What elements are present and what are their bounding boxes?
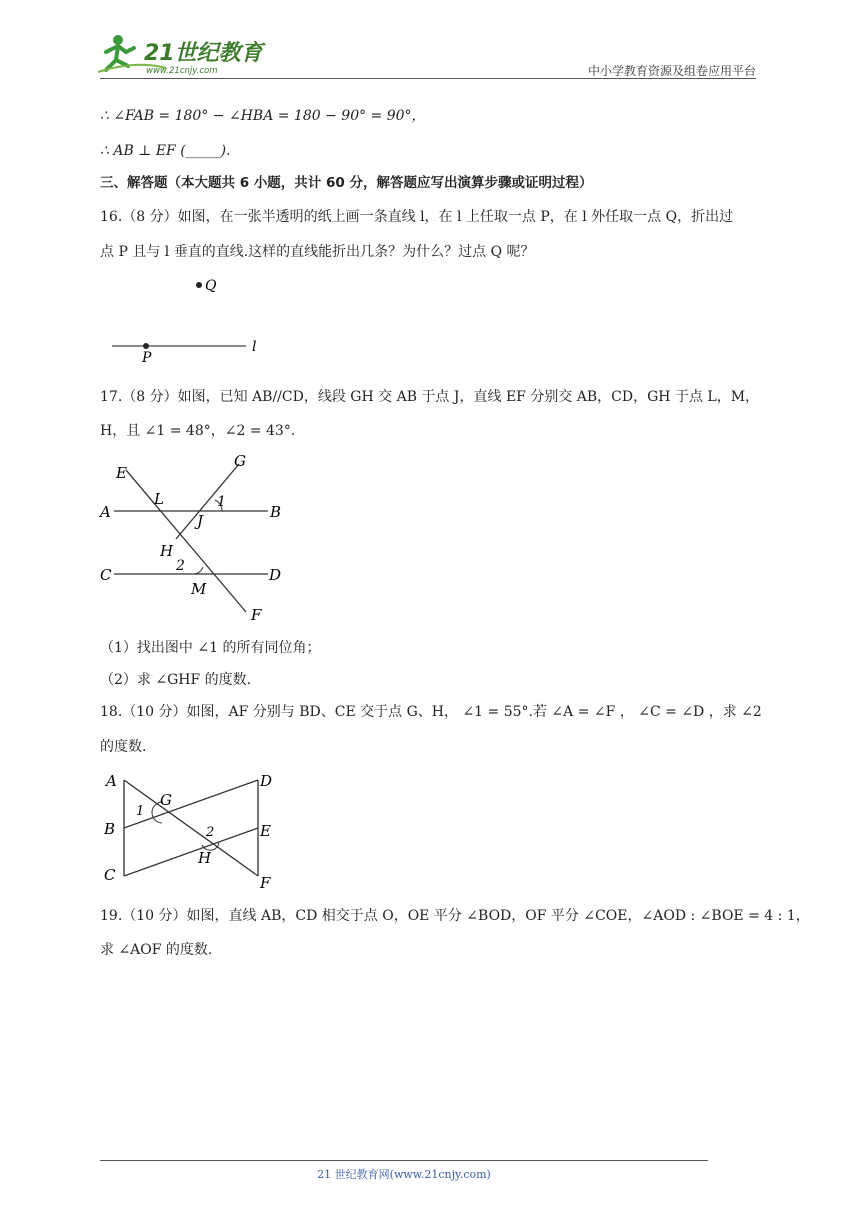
label-c: C (100, 566, 112, 584)
angle-2-arc (194, 567, 203, 574)
label-d: D (269, 566, 282, 584)
footer-divider (100, 1160, 708, 1161)
q19-line-2: 求 ∠AOF 的度数. (100, 942, 213, 958)
q19-line-1: 19.（10 分）如图，直线 AB，CD 相交于点 O，OE 平分 ∠BOD，OF 平分 ∠COE，∠AOD : ∠BOE = 4 : 1， (100, 908, 810, 924)
q17-sub-1: （1）找出图中 ∠1 的所有同位角； (100, 640, 321, 656)
label-angle-2: 2 (206, 825, 215, 840)
label-e: E (260, 822, 271, 840)
label-angle-1: 1 (136, 804, 145, 819)
q16-line-1: 16.（8 分）如图，在一张半透明的纸上画一条直线 l，在 l 上任取一点 P，在 l 外任取一点 Q，折出过 (100, 209, 734, 225)
label-g: G (160, 791, 172, 809)
label-c: C (104, 866, 116, 884)
label-h: H (160, 542, 174, 560)
label-g: G (234, 452, 246, 470)
label-angle-2: 2 (176, 558, 185, 574)
figure-16 (100, 270, 280, 370)
q16-line-2: 点 P 且与 l 垂直的直线.这样的直线能折出几条？为什么？过点 Q 呢？ (100, 244, 535, 260)
logo-url: www.21cnjy.com (146, 66, 218, 76)
point-q (196, 282, 202, 288)
label-b: B (104, 820, 116, 838)
q17-sub-2: （2）求 ∠GHF 的度数. (100, 672, 252, 688)
header-divider (100, 78, 756, 79)
label-a: A (100, 503, 111, 521)
label-q: Q (205, 278, 217, 294)
label-j: J (197, 512, 204, 530)
q17-line-2: H，且 ∠1 = 48°，∠2 = 43°. (100, 423, 296, 439)
q18-line-2: 的度数. (100, 739, 147, 755)
label-p: P (142, 350, 152, 366)
segment-gh (176, 464, 239, 539)
text-line-l2: ∴ AB ⊥ EF (_____). (100, 143, 231, 159)
section-heading-3: 三、解答题（本大题共 6 小题，共计 60 分，解答题应写出演算步骤或证明过程） (100, 175, 593, 191)
point-p (143, 343, 149, 349)
label-a: A (106, 772, 117, 790)
label-l-point: L (154, 490, 164, 508)
label-f: F (260, 874, 271, 892)
runner-logo-icon (96, 30, 266, 78)
text-line-l1: ∴ ∠FAB = 180° − ∠HBA = 180 − 90° = 90°， (100, 108, 426, 124)
label-d: D (260, 772, 273, 790)
label-l: l (252, 339, 257, 355)
label-b: B (270, 503, 282, 521)
logo-text: 21世纪教育 (144, 41, 263, 66)
label-f: F (251, 606, 262, 624)
segment-ce (124, 828, 258, 876)
site-logo (96, 30, 266, 78)
figure-18 (98, 766, 288, 894)
figure-17 (96, 446, 296, 626)
footer-site-link[interactable]: 21 世纪教育网(www.21cnjy.com) (317, 1168, 491, 1181)
label-e: E (116, 464, 127, 482)
label-m: M (191, 580, 207, 598)
header-platform-text: 中小学教育资源及组卷应用平台 (587, 64, 756, 78)
label-h: H (198, 849, 212, 867)
line-ef (126, 470, 246, 612)
label-angle-1: 1 (217, 494, 226, 510)
q18-line-1: 18.（10 分）如图，AF 分别与 BD、CE 交于点 G、H， ∠1 = 55°.若 ∠A = ∠F ， ∠C = ∠D ，求 ∠2 (100, 704, 762, 720)
segment-af (124, 780, 258, 876)
q17-line-1: 17.（8 分）如图，已知 AB//CD，线段 GH 交 AB 于点 J，直线 EF 分别交 AB，CD，GH 于点 L，M， (100, 389, 760, 405)
